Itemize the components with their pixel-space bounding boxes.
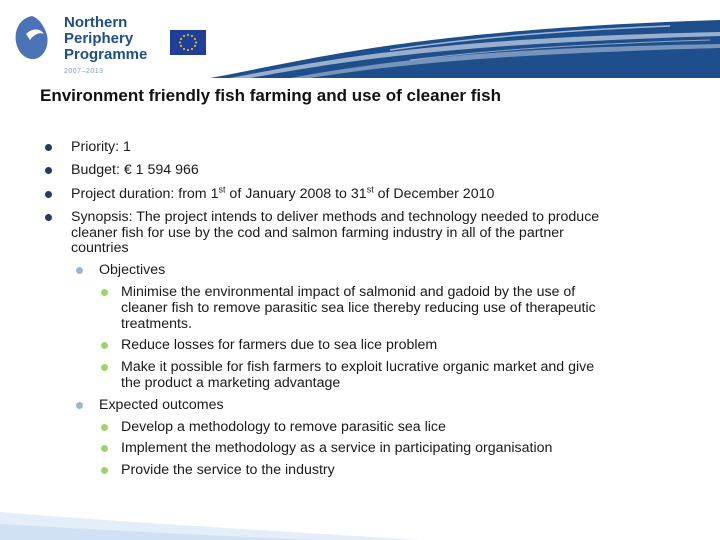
logo-line-1: Northern bbox=[64, 14, 128, 31]
eu-flag-icon bbox=[170, 30, 206, 55]
objective-item-3 bbox=[0, 360, 720, 392]
objective-1-line-3: treatments. bbox=[121, 315, 192, 332]
budget-text: Budget: € 1 594 966 bbox=[71, 162, 199, 179]
header-banner bbox=[0, 0, 720, 78]
bullet-list bbox=[0, 140, 720, 479]
outcome-1-text: Develop a methodology to remove parasitic sea lice bbox=[121, 418, 446, 435]
synopsis-line-1: Synopsis: The project intends to deliver methods and technology needed to produce bbox=[71, 208, 600, 225]
bullet-icon bbox=[101, 342, 108, 349]
bullet-icon bbox=[101, 445, 108, 452]
bullet-icon bbox=[101, 289, 108, 296]
bullet-icon bbox=[45, 167, 52, 174]
footer-wave-graphic bbox=[0, 500, 720, 540]
bullet-icon bbox=[45, 214, 52, 221]
priority-text: Priority: 1 bbox=[71, 139, 131, 155]
bird-logo-icon bbox=[12, 14, 52, 64]
list-item-budget bbox=[0, 163, 720, 179]
slide-title: Environment friendly fish farming and use of cleaner fish bbox=[40, 86, 501, 105]
synopsis-line-3: countries bbox=[71, 240, 129, 257]
outcome-item-2 bbox=[0, 441, 720, 457]
list-item-duration bbox=[0, 183, 720, 203]
objective-2-text: Reduce losses for farmers due to sea lice problem bbox=[121, 337, 438, 354]
objective-3-line-2: the product a marketing advantage bbox=[121, 375, 341, 392]
programme-logo bbox=[12, 10, 152, 75]
outcome-2-text: Implement the methodology as a service in participating organisation bbox=[121, 440, 553, 457]
objectives-label: Objectives bbox=[99, 262, 166, 279]
logo-years: 2007–2013 bbox=[64, 68, 104, 75]
objective-item-1 bbox=[0, 285, 720, 332]
duration-text: Project duration: from 1st of January 2008 to 31st of December 2010 bbox=[71, 183, 495, 202]
outcome-3-text: Provide the service to the industry bbox=[121, 462, 335, 479]
outcome-item-3 bbox=[0, 463, 720, 479]
list-item-synopsis bbox=[0, 210, 720, 257]
header-wave-graphic bbox=[150, 0, 720, 78]
bullet-icon bbox=[76, 402, 83, 409]
outcomes-label: Expected outcomes bbox=[99, 396, 224, 413]
objective-3-line-1: Make it possible for fish farmers to exploit lucrative organic market and give bbox=[121, 359, 595, 376]
bullet-icon bbox=[101, 364, 108, 371]
list-item-outcomes bbox=[0, 398, 720, 414]
logo-line-2: Periphery bbox=[64, 30, 134, 47]
logo-line-3: Programme bbox=[64, 46, 148, 63]
bullet-icon bbox=[45, 191, 52, 198]
bullet-icon bbox=[45, 144, 52, 151]
list-item-priority bbox=[0, 140, 720, 156]
objective-item-2 bbox=[0, 338, 720, 354]
programme-logo-text bbox=[64, 15, 147, 63]
bullet-icon bbox=[76, 267, 83, 274]
objective-1-line-2: cleaner fish to remove parasitic sea lice thereby reducing use of therapeutic bbox=[121, 299, 596, 316]
bullet-icon bbox=[101, 424, 108, 431]
synopsis-line-2: cleaner fish for use by the cod and salmon farming industry in all of the partner bbox=[71, 224, 564, 241]
list-item-objectives bbox=[0, 263, 720, 279]
objective-1-line-1: Minimise the environmental impact of salmonid and gadoid by the use of bbox=[121, 284, 576, 301]
bullet-icon bbox=[101, 467, 108, 474]
outcome-item-1 bbox=[0, 420, 720, 436]
